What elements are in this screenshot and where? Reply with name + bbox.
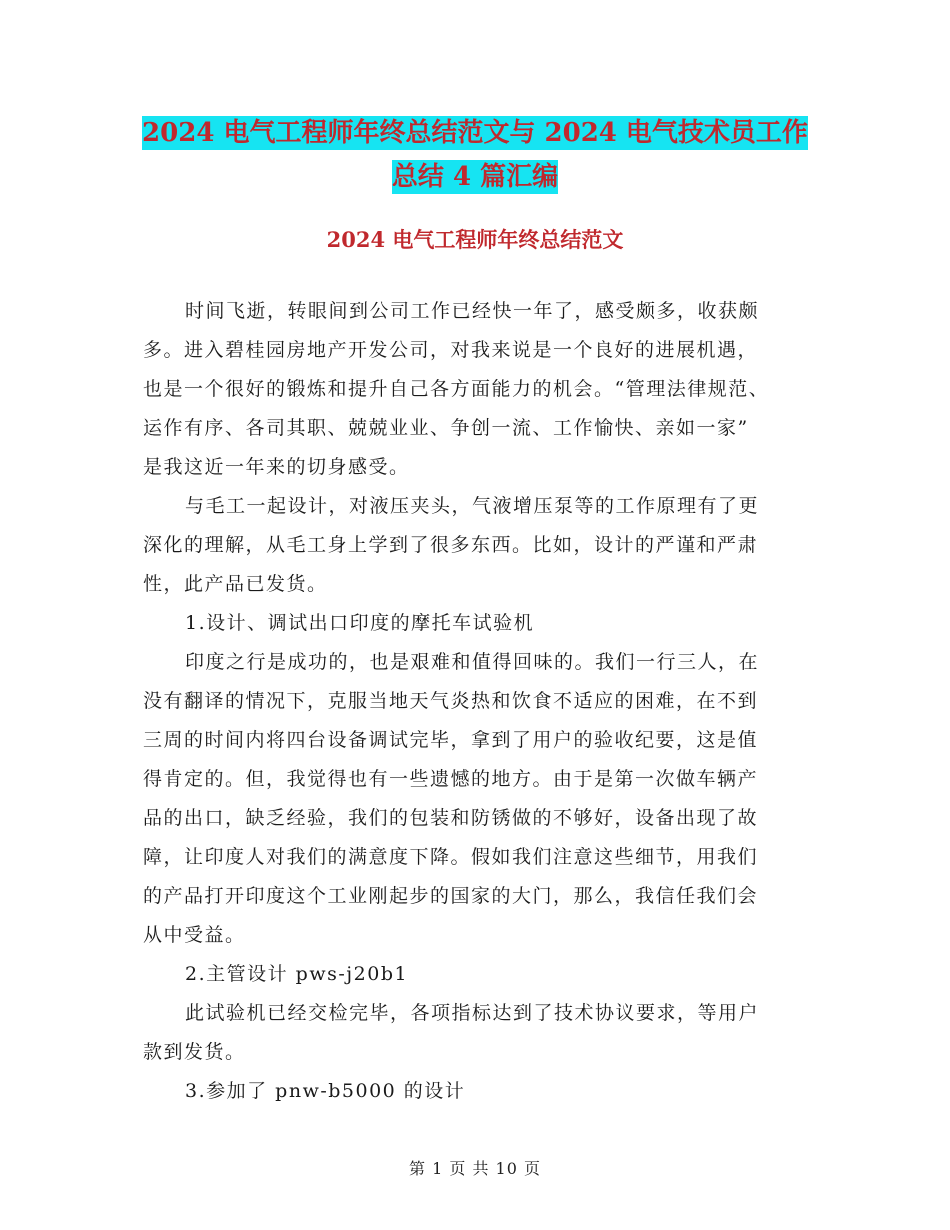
body-line: 从中受益。 [143,924,246,946]
body-line: 品的出口，缺乏经验，我们的包装和防锈做的不够好，设备出现了故 [143,807,759,829]
body-line: 深化的理解，从毛工身上学到了很多东西。比如，设计的严谨和严肃 [143,534,759,556]
body-text [143,292,803,1111]
body-line: 3.参加了 pnw-b5000 的设计 [185,1080,466,1102]
body-line: 没有翻译的情况下，克服当地天气炎热和饮食不适应的困难，在不到 [143,690,759,712]
body-line: 得肯定的。但，我觉得也有一些遗憾的地方。由于是第一次做车辆产 [143,768,759,790]
body-line: 2.主管设计 pws-j20b1 [185,963,409,985]
body-line: 障，让印度人对我们的满意度下降。假如我们注意这些细节，用我们 [143,846,759,868]
section-heading: 2024 电气工程师年终总结范文 [326,227,624,252]
body-line: 的产品打开印度这个工业刚起步的国家的大门，那么，我信任我们会 [143,885,759,907]
body-line: 是我这近一年来的切身感受。 [143,456,410,478]
title-highlight-1: 2024 电气工程师年终总结范文与 2024 电气技术员工作 [142,118,808,148]
body-line: 性，此产品已发货。 [143,573,328,595]
body-line: 款到发货。 [143,1041,246,1063]
body-line: 1.设计、调试出口印度的摩托车试验机 [185,612,535,634]
body-line: 与毛工一起设计，对液压夹头，气液增压泵等的工作原理有了更 [185,495,760,517]
title-highlight-2: 总结 4 篇汇编 [391,162,559,192]
document-title-line-2 [0,156,950,193]
body-line: 三周的时间内将四台设备调试完毕，拿到了用户的验收纪要，这是值 [143,729,759,751]
body-line: 时间飞逝，转眼间到公司工作已经快一年了，感受颇多，收获颇 [185,300,760,322]
body-line: 印度之行是成功的，也是艰难和值得回味的。我们一行三人，在 [185,651,760,673]
body-line: 也是一个很好的锻炼和提升自己各方面能力的机会。“管理法律规范、 [143,378,770,400]
body-line: 多。进入碧桂园房地产开发公司，对我来说是一个良好的进展机遇， [143,339,759,361]
document-title-line-1 [0,112,950,149]
page-footer: 第 1 页 共 10 页 [409,1159,541,1178]
body-line: 此试验机已经交检完毕，各项指标达到了技术协议要求，等用户 [185,1002,760,1024]
body-line: 运作有序、各司其职、兢兢业业、争创一流、工作愉快、亲如一家” [143,417,749,439]
